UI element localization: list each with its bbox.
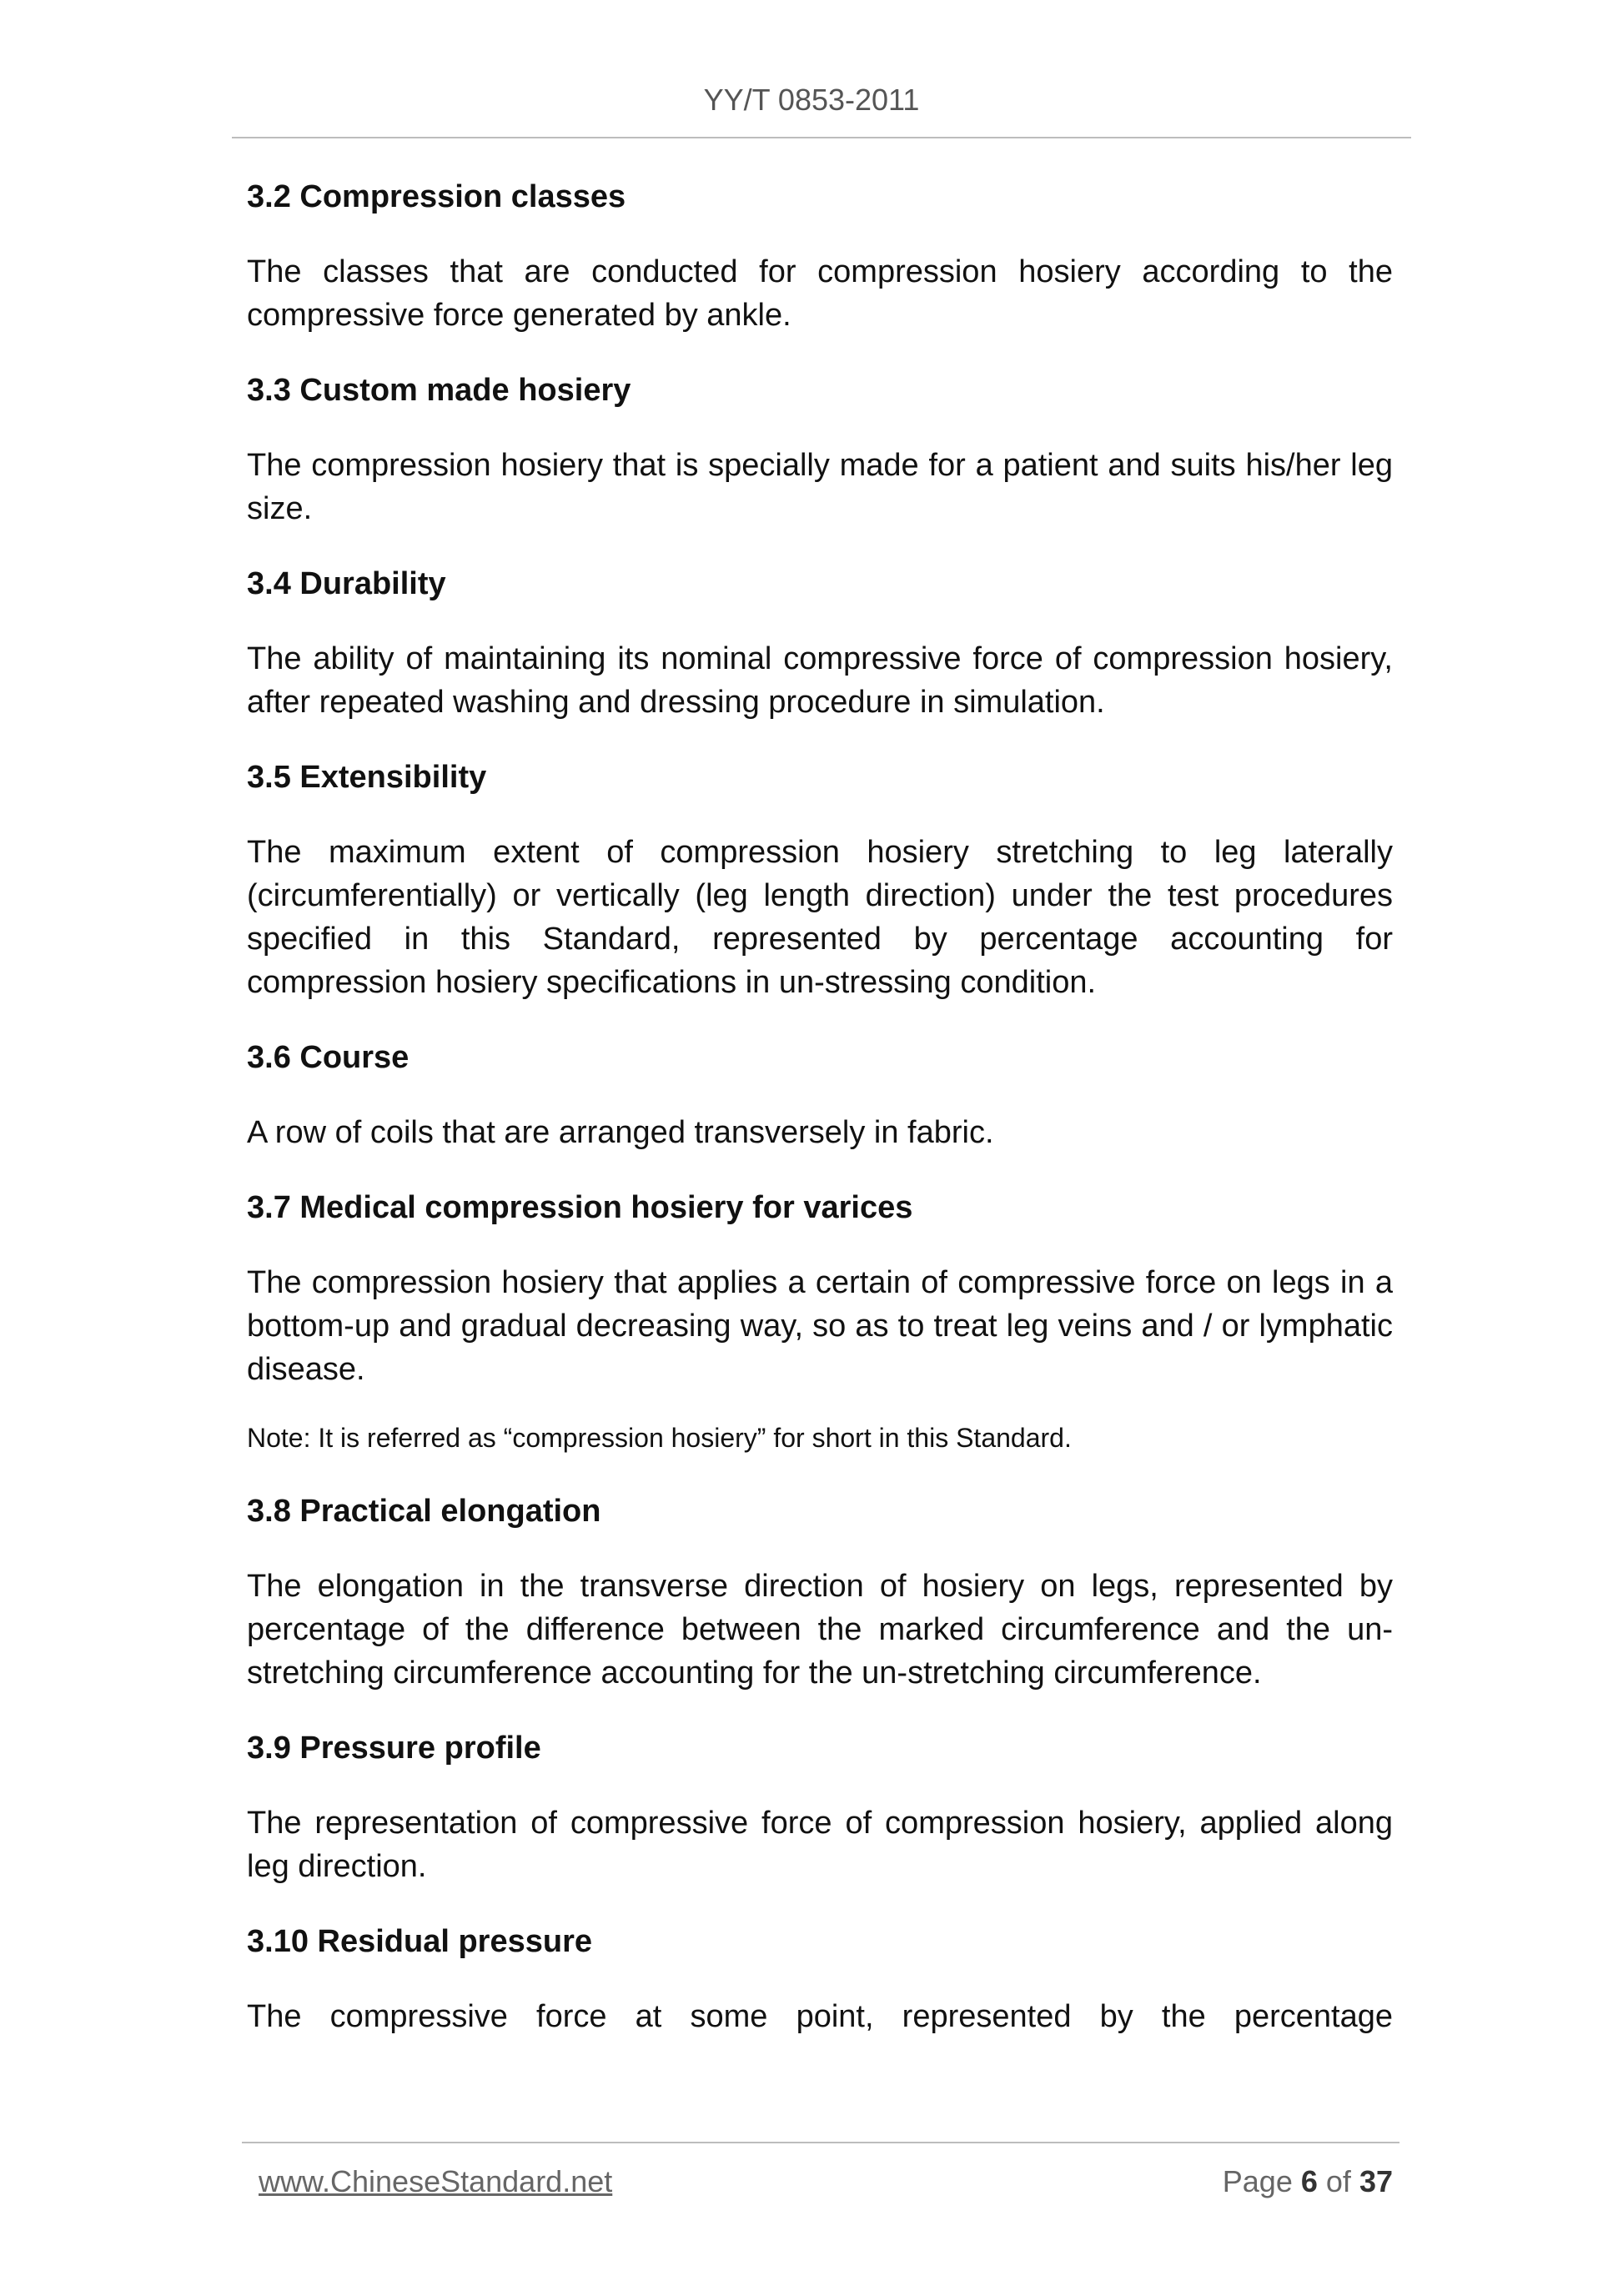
section-3-9 (247, 1726, 1393, 1888)
page-footer (259, 2158, 1393, 2205)
section-3-5 (247, 756, 1393, 1004)
page-word: Page (1222, 2164, 1293, 2198)
page-of-word: of (1325, 2164, 1351, 2198)
section-3-2 (247, 175, 1393, 337)
document-header (0, 78, 1623, 122)
section-3-3 (247, 369, 1393, 530)
section-paragraph: The elongation in the transverse direction of hosiery on legs, represented by percentage of the difference between the marked circumference and the un-stretching circumference accounting for the un-stretching circumference. (247, 1569, 1393, 1691)
section-paragraph: The representation of compressive force of compression hosiery, applied along leg direction. (247, 1806, 1393, 1884)
section-heading: 3.3 Custom made hosiery (247, 373, 631, 408)
section-heading: 3.2 Compression classes (247, 179, 626, 214)
website-link[interactable]: www.ChineseStandard.net (259, 2164, 613, 2198)
section-paragraph: The compression hosiery that is specially made for a patient and suits his/her leg size. (247, 448, 1393, 526)
document-body (247, 175, 1393, 2070)
section-paragraph: The maximum extent of compression hosiery stretching to leg laterally (circumferentially) or vertically (leg length direction) under the test procedures specified in this Standard, represented by percentage accounting for compression hosiery specifications in un-stressing condition. (247, 835, 1393, 1000)
section-3-10 (247, 1920, 1393, 2038)
section-heading: 3.5 Extensibility (247, 760, 487, 795)
section-3-6 (247, 1036, 1393, 1154)
section-paragraph: The compression hosiery that applies a certain of compressive force on legs in a bottom-up and gradual decreasing way, so as to treat leg veins and / or lymphatic disease. (247, 1265, 1393, 1387)
section-heading: 3.6 Course (247, 1040, 410, 1075)
page-total: 37 (1359, 2164, 1393, 2198)
section-heading: 3.10 Residual pressure (247, 1924, 592, 1959)
page-number (1223, 2158, 1393, 2205)
section-3-4 (247, 562, 1393, 724)
section-heading: 3.8 Practical elongation (247, 1494, 601, 1529)
footer-divider (242, 2142, 1399, 2143)
section-paragraph: The classes that are conducted for compression hosiery according to the compressive force generated by ankle. (247, 254, 1393, 333)
section-paragraph: A row of coils that are arranged transversely in fabric. (247, 1115, 994, 1150)
section-3-7 (247, 1186, 1393, 1458)
section-paragraph: The compressive force at some point, represented by the percentage (247, 1999, 1393, 2034)
section-heading: 3.9 Pressure profile (247, 1731, 541, 1766)
section-heading: 3.4 Durability (247, 566, 446, 601)
section-heading: 3.7 Medical compression hosiery for varices (247, 1190, 913, 1225)
section-note: Note: It is referred as “compression hosiery” for short in this Standard. (247, 1423, 1072, 1453)
section-paragraph: The ability of maintaining its nominal compressive force of compression hosiery, after repeated washing and dressing procedure in simulation. (247, 641, 1393, 720)
page-current: 6 (1300, 2164, 1318, 2198)
section-3-8 (247, 1490, 1393, 1695)
document-id: YY/T 0853-2011 (703, 83, 920, 117)
header-divider (232, 137, 1411, 138)
